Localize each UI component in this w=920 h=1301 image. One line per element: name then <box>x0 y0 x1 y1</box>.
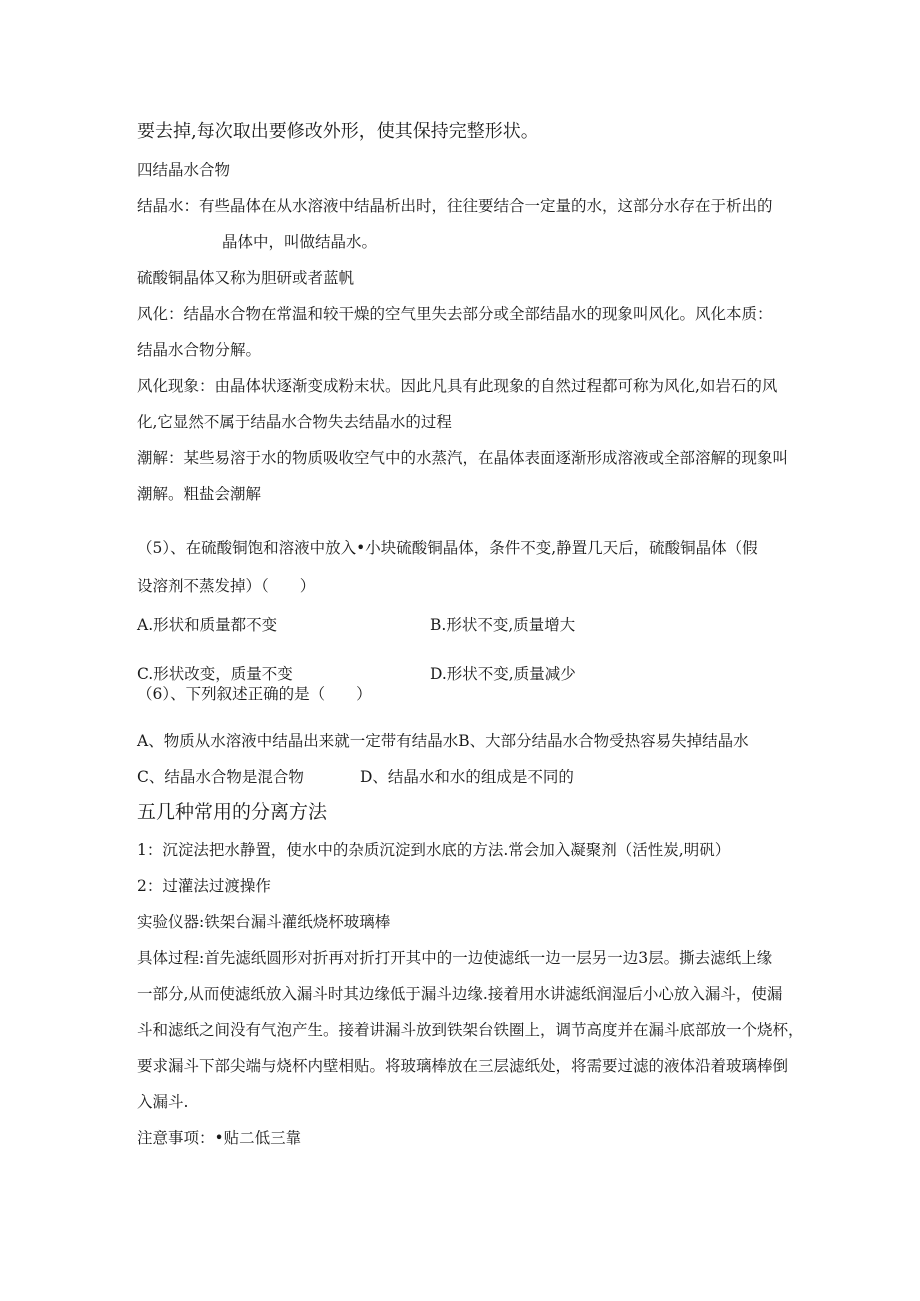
text-line: 斗和滤纸之间没有气泡产生。接着讲漏斗放到铁架台铁圈上，调节高度并在漏斗底部放一个烧杯， <box>137 1021 804 1039</box>
text-line: 结晶水合物分解。 <box>137 341 262 359</box>
text-line: 具体过程:首先滤纸圆形对折再对折打开其中的一边使滤纸一边一层另一边3层。撕去滤纸上缘 <box>137 949 773 967</box>
text-line: 要求漏斗下部尖端与烧杯内壁相贴。将玻璃棒放在三层滤纸处，将需要过滤的液体沿着玻璃棒倒 <box>137 1057 789 1075</box>
text-line: 要去掉,每次取出要修改外形，使其保持完整形状。 <box>137 121 539 142</box>
text-line: 潮解。粗盐会潮解 <box>137 485 262 503</box>
option-a: A.形状和质量都不变 <box>137 616 278 634</box>
question-text: 设溶剂不蒸发掉）（ ） <box>137 577 316 595</box>
text-line: 注意事项：•贴二低三靠 <box>137 1129 302 1147</box>
question-text: （6）、下列叙述正确的是（ ） <box>137 685 372 703</box>
text-line: 2：过灌法过渡操作 <box>137 877 271 895</box>
text-line: 风化：结晶水合物在常温和较干燥的空气里失去部分或全部结晶水的现象叫风化。风化本质： <box>137 305 773 323</box>
text-line: 化,它显然不属于结晶水合物失去结晶水的过程 <box>137 413 452 431</box>
section-heading: 五几种常用的分离方法 <box>137 801 328 823</box>
option-d: D.形状不变,质量减少 <box>430 665 576 683</box>
option-c: C.形状改变，质量不变 <box>137 665 293 683</box>
text-line: 入漏斗. <box>137 1093 189 1111</box>
text-line: 晶体中，叫做结晶水。 <box>222 233 378 251</box>
text-line: 潮解：某些易溶于水的物质吸收空气中的水蒸汽，在晶体表面逐渐形成溶液或全部溶解的现象叫 <box>137 449 789 467</box>
option-c: C、结晶水合物是混合物 <box>137 768 304 786</box>
text-line: 一部分,从而使滤纸放入漏斗时其边缘低于漏斗边缘.接着用水讲滤纸润湿后小心放入漏斗，使漏 <box>137 985 783 1003</box>
option-d: D、结晶水和水的组成是不同的 <box>360 768 574 786</box>
option-ab: A、物质从水溶液中结晶出来就一定带有结晶水B、大部分结晶水合物受热容易失掉结晶水 <box>137 732 749 750</box>
option-b: B.形状不变,质量增大 <box>430 616 576 634</box>
text-line: 结晶水：有些晶体在从水溶液中结晶析出时，往往要结合一定量的水，这部分水存在于析出的 <box>137 197 773 215</box>
text-line: 硫酸铜晶体又称为胆研或者蓝帆 <box>137 269 355 287</box>
text-line: 风化现象：由晶体状逐渐变成粉末状。因此凡具有此现象的自然过程都可称为风化,如岩石的风 <box>137 377 778 395</box>
text-line: 1：沉淀法把水静置，使水中的杂质沉淀到水底的方法.常会加入凝聚剂（活性炭,明矾） <box>137 841 731 859</box>
section-heading: 四结晶水合物 <box>137 161 231 179</box>
question-text: （5）、在硫酸铜饱和溶液中放入•小块硫酸铜晶体，条件不变,静置几天后，硫酸铜晶体（假 <box>137 539 758 557</box>
text-line: 实验仪器:铁架台漏斗灌纸烧杯玻璃棒 <box>137 913 391 931</box>
